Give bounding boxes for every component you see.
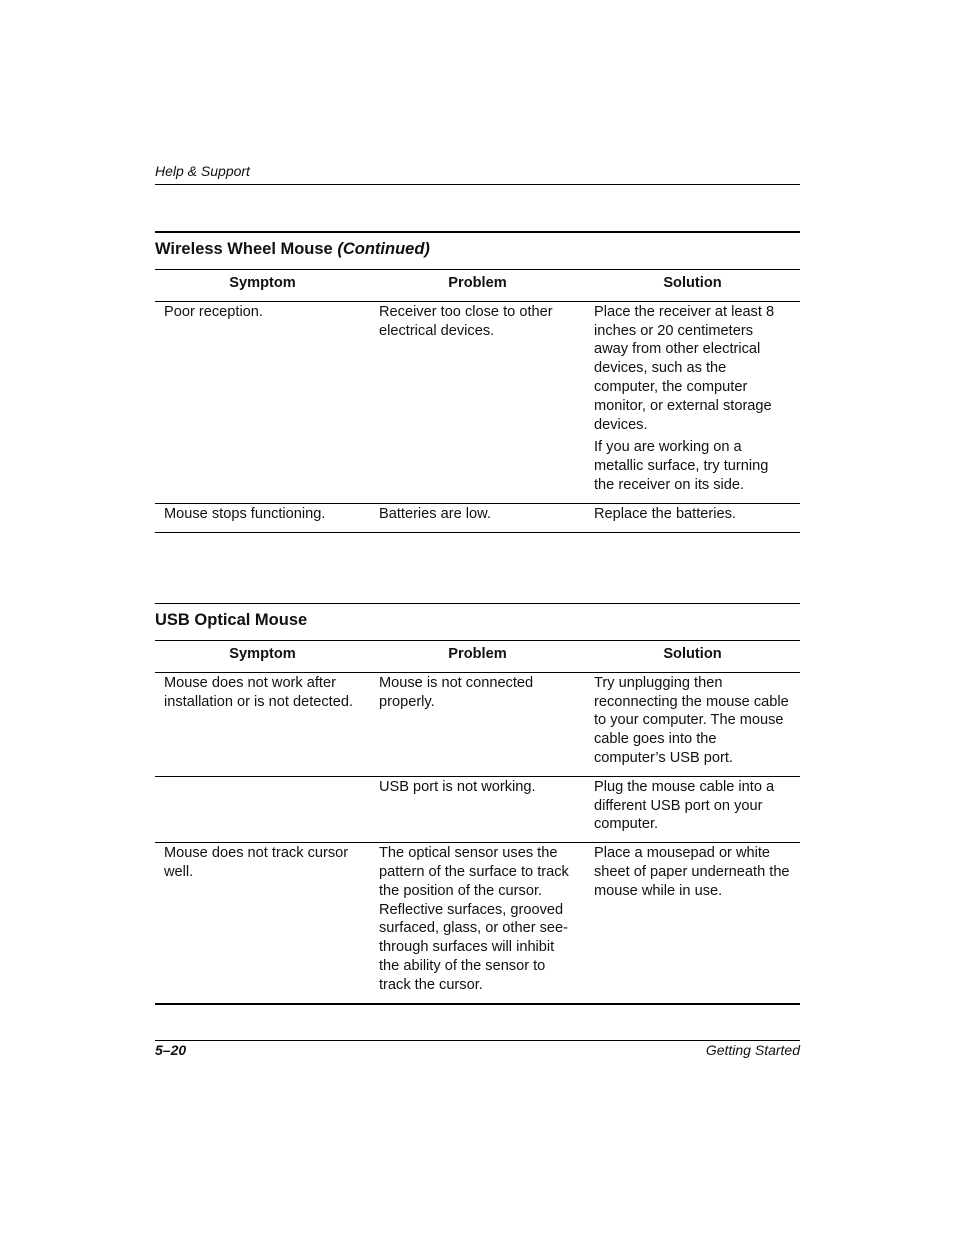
table-row: [155, 301, 800, 503]
column-header-problem: Problem: [370, 270, 585, 302]
column-header-symptom: Symptom: [155, 270, 370, 302]
wireless-mouse-table: [155, 269, 800, 533]
section-title-usb: [155, 611, 307, 630]
table-row: [155, 843, 800, 1004]
solution-cell: [585, 776, 800, 842]
header-rule: [155, 184, 800, 185]
running-header: Help & Support: [155, 163, 250, 179]
solution-cell: [585, 503, 800, 532]
section-title-continued: (Continued): [337, 240, 430, 258]
solution-cell: [585, 672, 800, 776]
symptom-cell: Mouse does not work after installation or is not detected.: [155, 672, 370, 776]
section-top-rule: [155, 231, 800, 233]
table-header-row: [155, 270, 800, 302]
document-page: [155, 0, 800, 1235]
table-row: [155, 672, 800, 776]
section-title-wireless: [155, 240, 430, 259]
column-header-solution: Solution: [585, 641, 800, 673]
symptom-cell: Mouse does not track cursor well.: [155, 843, 370, 1004]
problem-cell: The optical sensor uses the pattern of the surface to track the position of the cursor. Reflective surfaces, grooved surfaced, glass, or other see-through surfaces will inhibit the ability of the sensor to track the cursor.: [370, 843, 585, 1004]
problem-cell: Mouse is not connected properly.: [370, 672, 585, 776]
section-title-text: Wireless Wheel Mouse: [155, 240, 333, 258]
solution-paragraph: Try unplugging then reconnecting the mouse cable to your computer. The mouse cable goes into the computer’s USB port.: [594, 674, 789, 766]
column-header-symptom: Symptom: [155, 641, 370, 673]
table-header-row: [155, 641, 800, 673]
usb-mouse-table: [155, 640, 800, 1005]
solution-paragraph: Place the receiver at least 8 inches or 20 centimeters away from other electrical devices, such as the computer, the computer monitor, or external storage devices.: [594, 303, 775, 433]
table-row: [155, 503, 800, 532]
section-title-text: USB Optical Mouse: [155, 611, 308, 629]
solution-cell: [585, 301, 800, 503]
solution-paragraph: If you are working on a metallic surface, try turning the receiver on its side.: [594, 439, 769, 493]
solution-paragraph: Replace the batteries.: [594, 505, 736, 522]
solution-paragraph: Plug the mouse cable into a different USB port on your computer.: [594, 778, 775, 833]
section-top-rule: [155, 603, 800, 604]
symptom-cell: [155, 776, 370, 842]
symptom-cell: Mouse stops functioning.: [155, 503, 370, 532]
solution-paragraph: Place a mousepad or white sheet of paper underneath the mouse while in use.: [594, 845, 790, 899]
footer-rule: [155, 1040, 800, 1041]
problem-cell: Batteries are low.: [370, 503, 585, 532]
column-header-solution: Solution: [585, 270, 800, 302]
solution-cell: [585, 843, 800, 1004]
table-row: [155, 776, 800, 842]
page-number: 5–20: [155, 1042, 187, 1058]
problem-cell: Receiver too close to other electrical devices.: [370, 301, 585, 503]
symptom-cell: Poor reception.: [155, 301, 370, 503]
column-header-problem: Problem: [370, 641, 585, 673]
book-title: Getting Started: [705, 1042, 800, 1058]
problem-cell: USB port is not working.: [370, 776, 585, 842]
